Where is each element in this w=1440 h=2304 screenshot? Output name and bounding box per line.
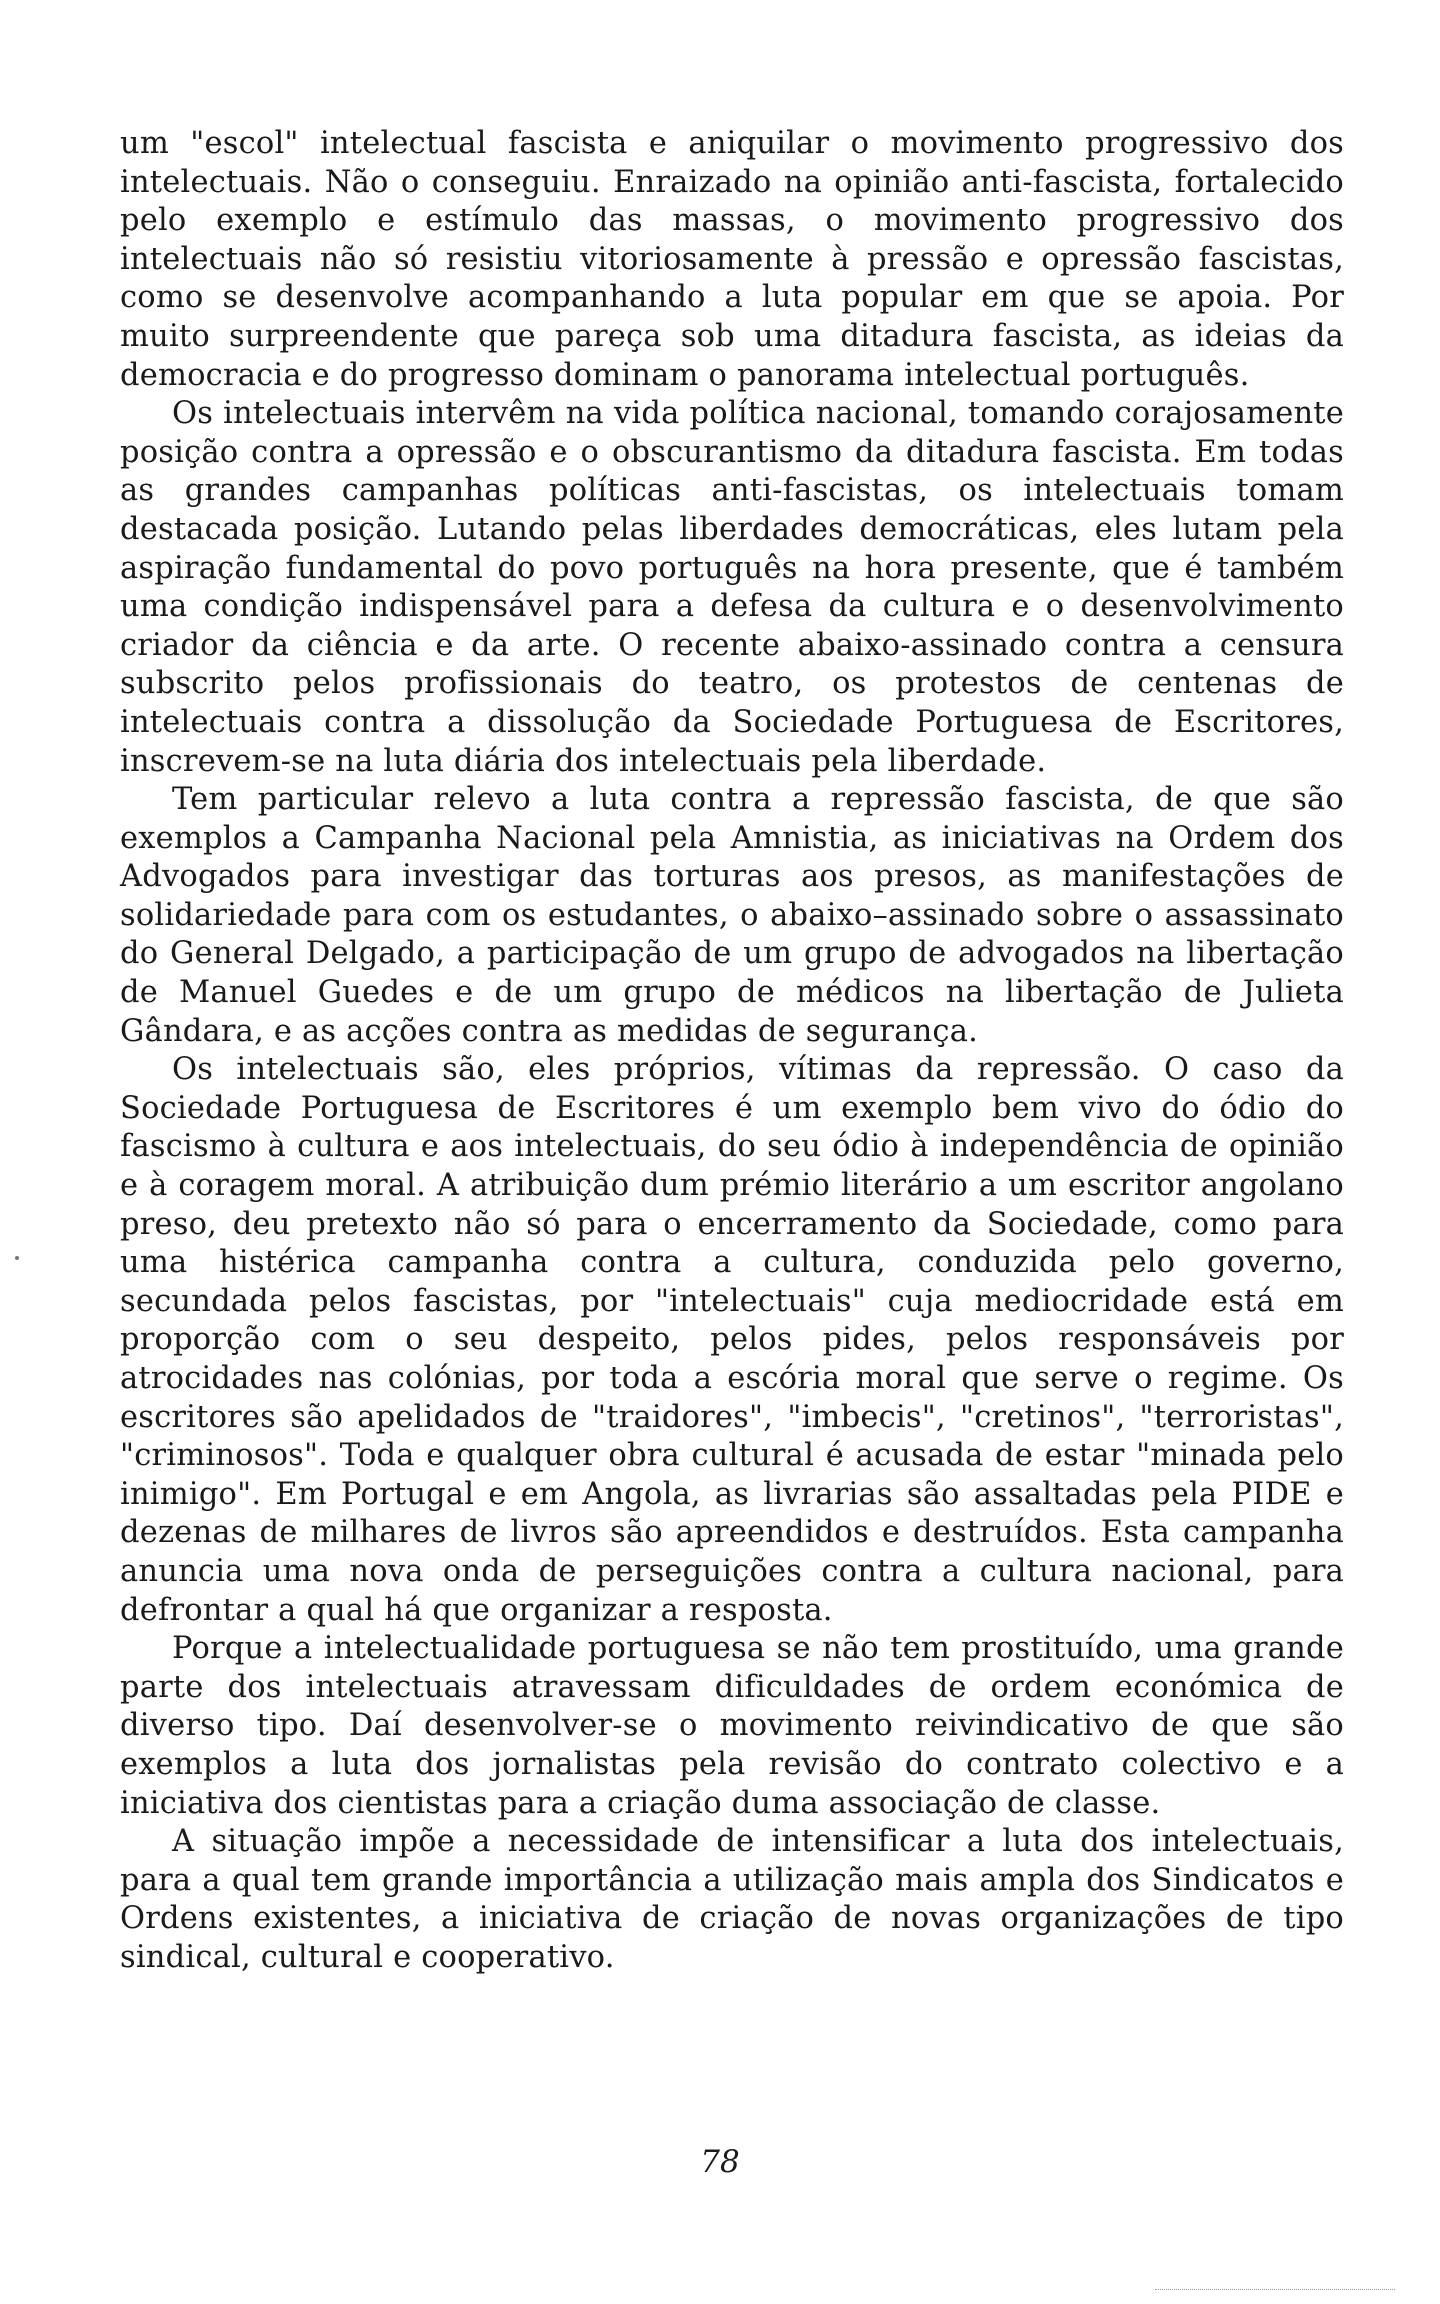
scan-speck (15, 1256, 19, 1260)
paragraph-4: Os intelectuais são, eles próprios, vítimas da repressão. O caso da Sociedade Portuguesa de Escritores é um exemplo bem vivo do ódio do fascismo à cultura e aos intelectuais, do seu ódio à independência de opinião e à coragem moral. A atribuição dum prémio literário a um escritor angolano preso, deu pretexto não só para o encerramento da Sociedade, como para uma histérica campanha contra a cultura, conduzida pelo governo, secundada pelos fascistas, por "intelectuais" cuja mediocridade está em proporção com o seu despeito, pelos pides, pelos responsáveis por atrocidades nas colónias, por toda a escória moral que serve o regime. Os escritores são apelidados de "traidores", "imbecis", "cretinos", "terroristas", "criminosos". Toda e qualquer obra cultural é acusada de estar "minada pelo inimigo". Em Portugal e em Angola, as livrarias são assaltadas pela PIDE e dezenas de milhares de livros são apreendidos e destruídos. Esta campanha anuncia uma nova onda de perseguições contra a cultura nacional, para defrontar a qual há que organizar a resposta. (120, 1052, 1344, 1628)
paragraph-1: um "escol" intelectual fascista e aniquilar o movimento progressivo dos intelectuais. Não o conseguiu. Enraizado na opinião anti-fascista, fortalecido pelo exemplo e estímulo das massas, o movimento progressivo dos intelectuais não só resistiu vitoriosamente à pressão e opressão fascistas, como se desenvolve acompanhando a luta popular em que se apoia. Por muito surpreendente que pareça sob uma ditadura fascista, as ideias da democracia e do progresso dominam o panorama intelectual português. (120, 126, 1344, 393)
footer-rule (1155, 2289, 1395, 2290)
paragraph-2: Os intelectuais intervêm na vida política nacional, tomando corajosamente posição contra a opressão e o obscurantismo da ditadura fascista. Em todas as grandes campanhas políticas anti-fascistas, os intelectuais tomam destacada posição. Lutando pelas liberdades democráticas, eles lutam pela aspiração fundamental do povo português na hora presente, que é também uma condição indispensável para a defesa da cultura e o desenvolvimento criador da ciência e da arte. O recente abaixo-assinado contra a censura subscrito pelos profissionais do teatro, os protestos de centenas de intelectuais contra a dissolução da Sociedade Portuguesa de Escritores, inscrevem-se na luta diária dos intelectuais pela liberdade. (120, 396, 1344, 779)
paragraph-5: Porque a intelectualidade portuguesa se não tem prostituído, uma grande parte dos intelectuais atravessam dificuldades de ordem económica de diverso tipo. Daí desenvolver-se o movimento reivindicativo de que são exemplos a luta dos jornalistas pela revisão do contrato colectivo e a iniciativa dos cientistas para a criação duma associação de classe. (120, 1631, 1344, 1821)
paragraph-6: A situação impõe a necessidade de intensificar a luta dos intelectuais, para a qual tem grande importância a utilização mais ampla dos Sindicatos e Ordens existentes, a iniciativa de criação de novas organizações de tipo sindical, cultural e cooperativo. (120, 1824, 1344, 1975)
paragraph-3: Tem particular relevo a luta contra a repressão fascista, de que são exemplos a Campanha Nacional pela Amnistia, as iniciativas na Ordem dos Advogados para investigar das torturas aos presos, as manifestações de solidariedade para com os estudantes, o abaixo–assinado sobre o assassinato do General Delgado, a participação de um grupo de advogados na libertação de Manuel Guedes e de um grupo de médicos na libertação de Julieta Gândara, e as acções contra as medidas de segurança. (120, 782, 1344, 1049)
page-number: 78 (700, 2144, 740, 2180)
page-body (120, 125, 1344, 1978)
